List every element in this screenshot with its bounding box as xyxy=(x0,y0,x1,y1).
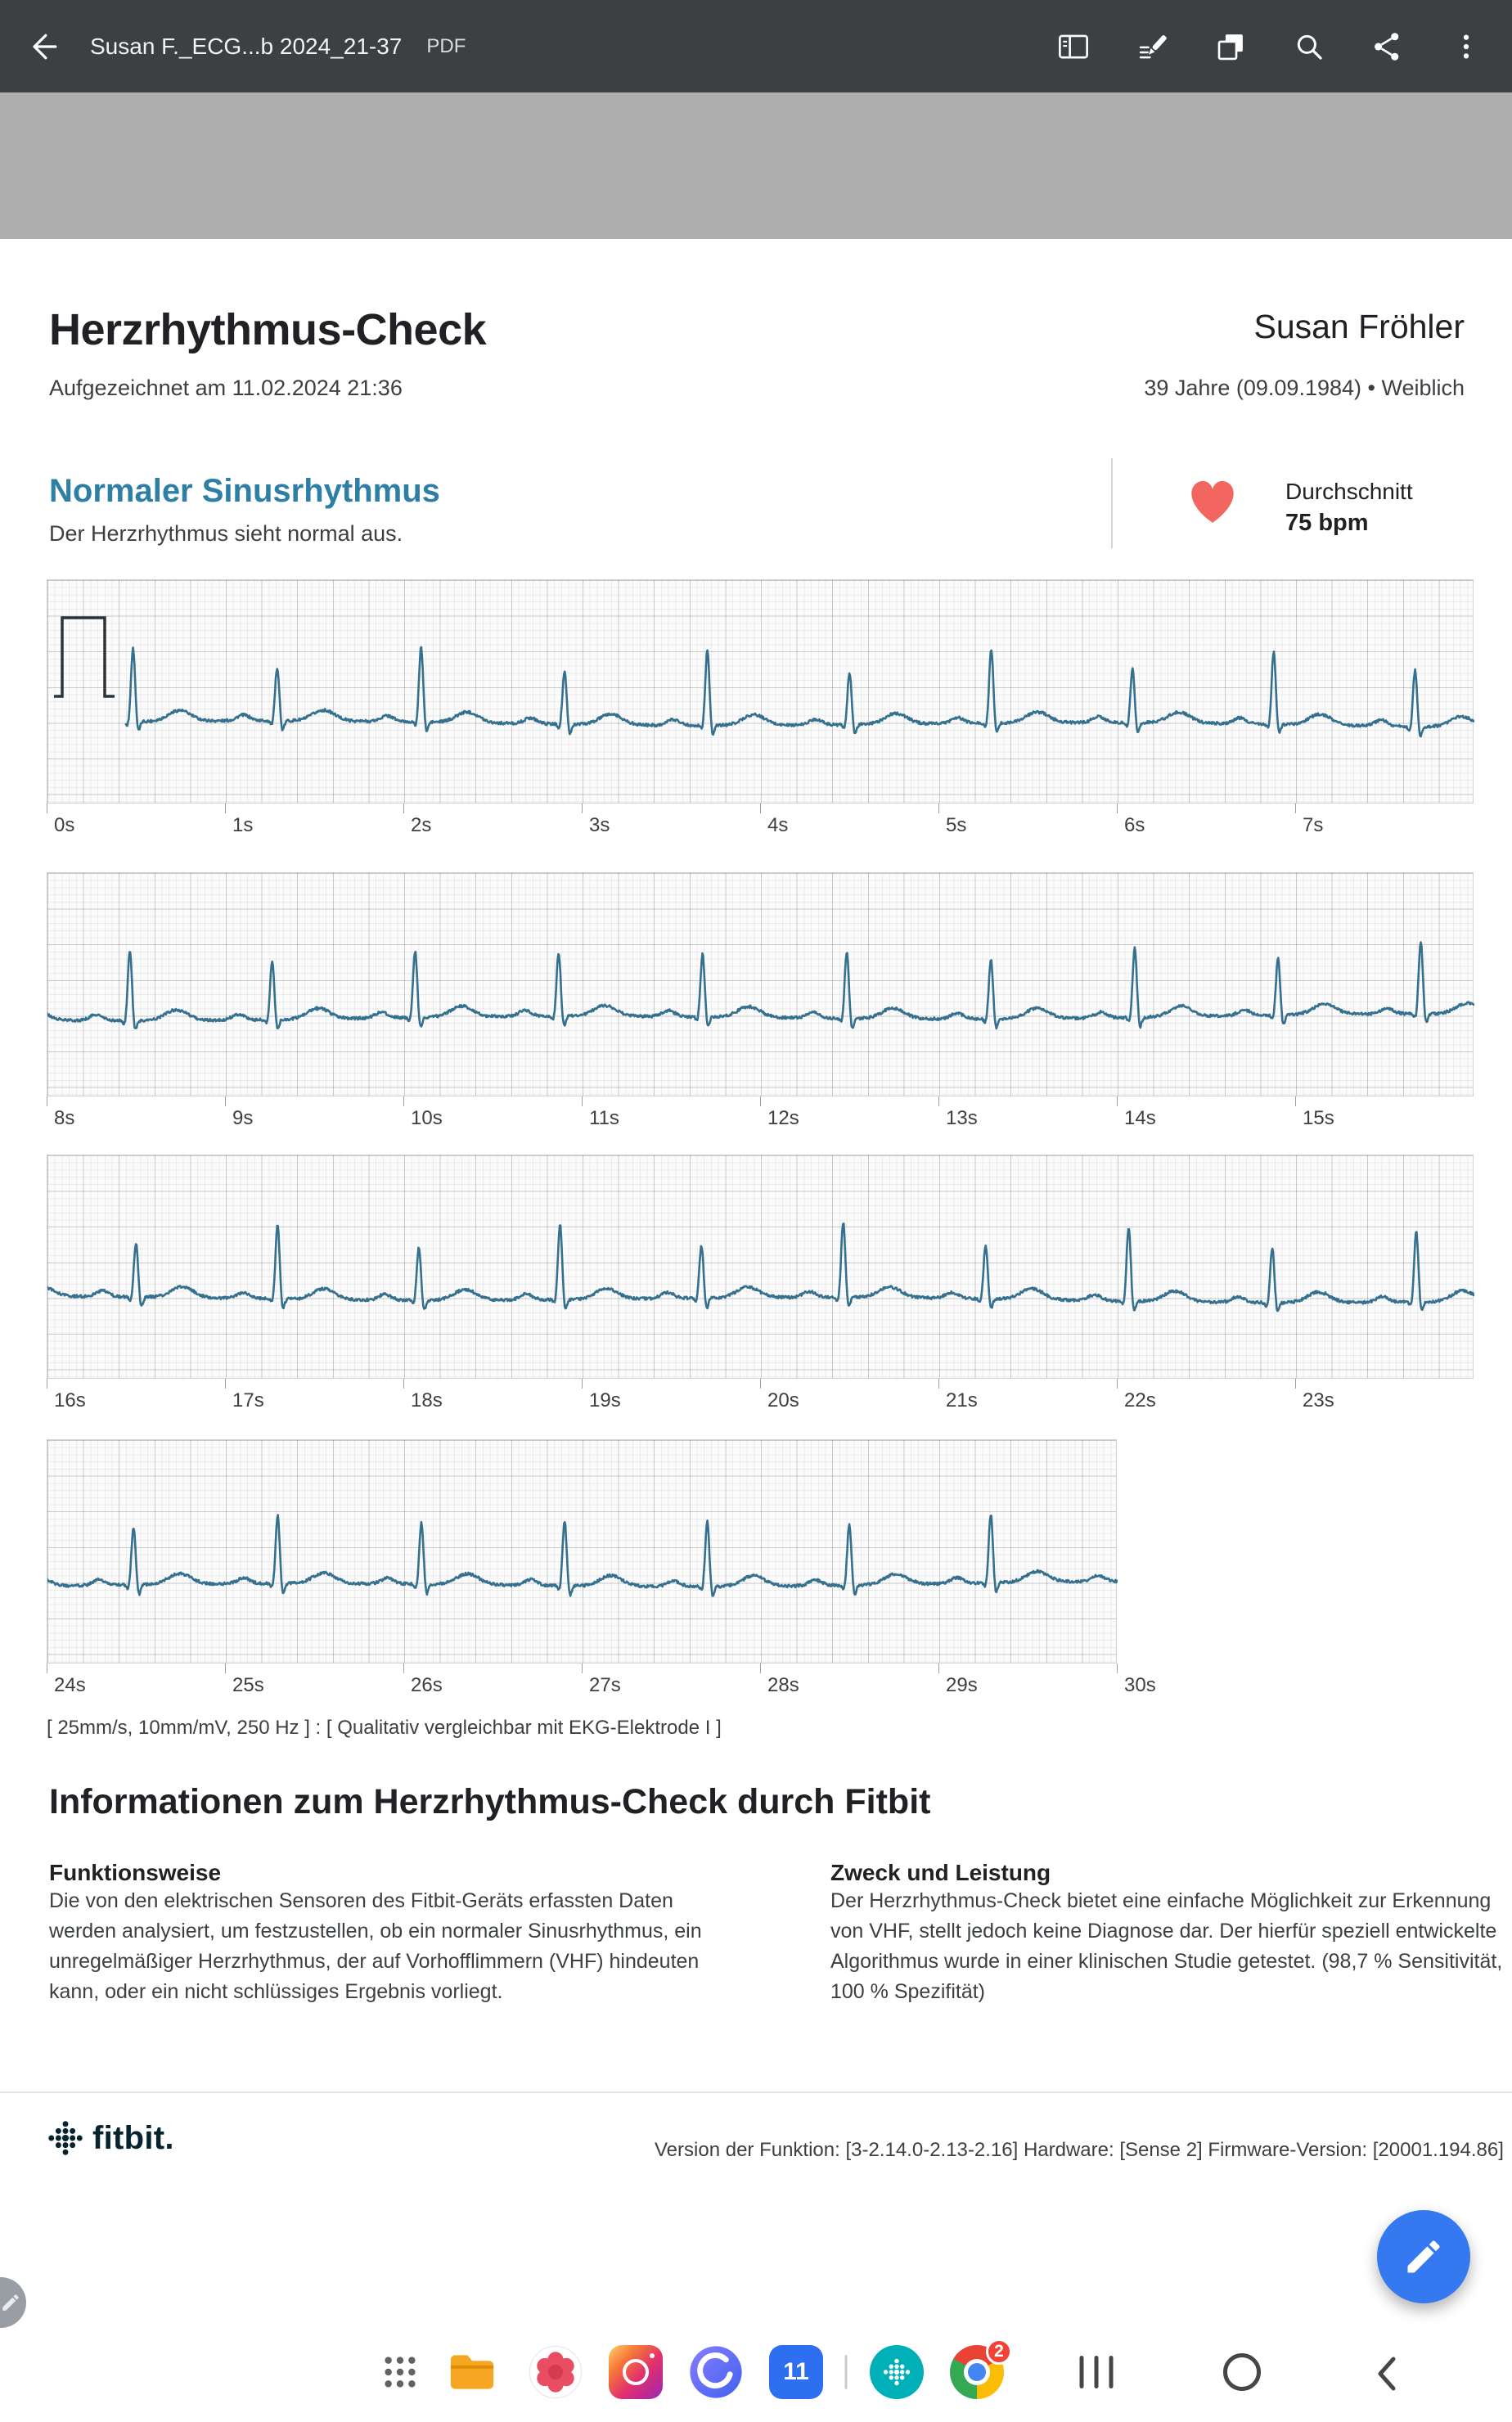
ecg-trace xyxy=(47,873,1474,1097)
camera-app-icon[interactable] xyxy=(609,2345,663,2399)
time-tick-label: 16s xyxy=(54,1389,86,1411)
fitbit-wordmark: fitbit. xyxy=(92,2119,174,2156)
time-tick xyxy=(1117,804,1145,836)
search-icon xyxy=(1292,29,1326,64)
time-tick xyxy=(1117,1379,1156,1411)
time-tick xyxy=(582,1663,621,1696)
ecg-trace xyxy=(47,1440,1118,1664)
time-tick-label: 17s xyxy=(232,1389,264,1411)
time-tick xyxy=(938,1096,978,1129)
time-tick xyxy=(760,804,789,836)
page-view-button[interactable] xyxy=(1211,27,1250,66)
time-tick-label: 24s xyxy=(54,1674,86,1696)
bottom-dock xyxy=(0,2322,1512,2422)
info-heading: Informationen zum Herzrhythmus-Check durch Fitbit xyxy=(49,1782,931,1821)
fitbit-dots-icon xyxy=(882,2357,911,2387)
fitbit-logo xyxy=(47,2119,174,2157)
result-heading: Normaler Sinusrhythmus xyxy=(49,473,440,509)
time-tick-label: 9s xyxy=(232,1107,254,1129)
app-drawer-button[interactable] xyxy=(381,2353,419,2391)
recents-button[interactable] xyxy=(1080,2356,1114,2388)
time-tick xyxy=(225,1379,264,1411)
time-tick xyxy=(760,1663,799,1696)
info-column-zweck xyxy=(830,1860,1512,2007)
time-tick-label: 5s xyxy=(946,814,967,836)
ecg-trace xyxy=(47,1155,1474,1380)
time-tick xyxy=(582,804,610,836)
info-column-title: Funktionsweise xyxy=(49,1860,222,1885)
recorded-at: Aufgezeichnet am 11.02.2024 21:36 xyxy=(49,376,403,400)
time-tick xyxy=(1117,1096,1156,1129)
time-tick-label: 27s xyxy=(589,1674,621,1696)
fitbit-icon xyxy=(870,2345,924,2399)
chrome-icon-center xyxy=(968,2363,986,2381)
version-line: Version der Funktion: [3-2.14.0-2.13-2.16] Hardware: [Sense 2] Firmware-Version: [20001.194.86] xyxy=(655,2139,1504,2161)
ecg-grid xyxy=(47,872,1474,1096)
time-tick xyxy=(403,1096,443,1129)
document-type-label: PDF xyxy=(426,34,466,57)
patient-name: Susan Fröhler xyxy=(1253,308,1465,345)
home-button[interactable] xyxy=(1223,2353,1261,2391)
time-tick xyxy=(1117,1663,1156,1696)
ecg-grid xyxy=(47,1155,1474,1379)
ecg-grid xyxy=(47,579,1474,804)
gallery-app-icon[interactable] xyxy=(529,2345,583,2399)
time-tick-label: 15s xyxy=(1303,1107,1334,1129)
time-tick xyxy=(582,1379,621,1411)
time-tick xyxy=(403,1379,443,1411)
time-tick xyxy=(938,804,967,836)
info-column-body: Die von den elektrischen Sensoren des Fitbit-Geräts erfassten Daten werden analysiert, um festzustellen, ob ein normaler Sinusrhythmus, ein unregelmäßiger Herzrhythmus, der auf Vorhofflimmern (VHF) hindeuten kann, oder ein nicht schlüssiges Ergebnis vorliegt. xyxy=(49,1889,702,2003)
time-tick-label: 1s xyxy=(232,814,254,836)
browser-swirl-icon xyxy=(689,2345,743,2399)
time-tick xyxy=(1295,1379,1334,1411)
ecg-trace xyxy=(47,580,1474,804)
back-chevron-icon xyxy=(1369,2352,1408,2392)
time-tick xyxy=(225,804,254,836)
document-title: Susan F._ECG...b 2024_21-37 xyxy=(90,33,403,59)
pdf-page xyxy=(0,239,1512,2322)
time-tick-label: 13s xyxy=(946,1107,978,1129)
average-value: 75 bpm xyxy=(1285,510,1369,536)
viewer-background xyxy=(0,92,1512,239)
time-tick-label: 30s xyxy=(1124,1674,1156,1696)
overflow-menu-button[interactable] xyxy=(1447,27,1486,66)
time-tick-label: 25s xyxy=(232,1674,264,1696)
time-tick-label: 6s xyxy=(1124,814,1145,836)
time-tick-label: 21s xyxy=(946,1389,978,1411)
notification-badge: 2 xyxy=(986,2339,1012,2365)
time-tick-label: 3s xyxy=(589,814,610,836)
home-icon xyxy=(1223,2353,1261,2391)
time-tick-label: 22s xyxy=(1124,1389,1156,1411)
fitbit-app-icon[interactable] xyxy=(870,2345,924,2399)
ecg-grid xyxy=(47,1439,1117,1663)
app-bar-actions xyxy=(1054,27,1512,66)
side-panel-button[interactable] xyxy=(1054,27,1093,66)
time-axis xyxy=(47,1096,1474,1134)
back-button[interactable] xyxy=(25,27,64,66)
ecg-strip xyxy=(47,872,1474,1134)
chrome-app-icon[interactable] xyxy=(950,2342,1004,2399)
time-tick xyxy=(938,1663,978,1696)
time-tick xyxy=(403,804,432,836)
ecg-strip xyxy=(47,1155,1474,1416)
time-axis xyxy=(47,804,1474,841)
patient-details: 39 Jahre (09.09.1984) • Weiblich xyxy=(1144,376,1465,400)
time-tick-label: 8s xyxy=(54,1107,75,1129)
time-tick xyxy=(1295,1096,1334,1129)
time-tick-label: 11s xyxy=(589,1107,619,1129)
time-tick xyxy=(225,1096,254,1129)
share-button[interactable] xyxy=(1368,27,1407,66)
time-tick-label: 4s xyxy=(767,814,789,836)
page-view-icon xyxy=(1213,29,1248,64)
time-tick xyxy=(1295,804,1324,836)
edit-fab[interactable] xyxy=(1377,2210,1470,2303)
time-tick xyxy=(760,1096,799,1129)
overflow-menu-icon xyxy=(1449,29,1483,64)
heart-icon xyxy=(1186,475,1240,526)
time-tick-label: 18s xyxy=(411,1389,443,1411)
info-column-body: Der Herzrhythmus-Check bietet eine einfache Möglichkeit zur Erkennung von VHF, stellt jedoch keine Diagnose dar. Der hierfür speziell entwickelte Algorithmus wurde in einer klinischen Studie getestet. (98,7 % Sensitivität, 100 % Spezifität) xyxy=(830,1889,1503,2003)
time-tick-label: 12s xyxy=(767,1107,799,1129)
time-tick-label: 23s xyxy=(1303,1389,1334,1411)
calendar-day-number: 11 xyxy=(783,2358,809,2385)
time-tick xyxy=(760,1379,799,1411)
fitbit-dots-icon xyxy=(47,2119,84,2157)
time-tick-label: 29s xyxy=(946,1674,978,1696)
ecg-strip xyxy=(47,1439,1156,1701)
app-drawer-icon xyxy=(381,2353,419,2391)
time-tick xyxy=(582,1096,619,1129)
time-axis xyxy=(47,1663,1156,1701)
result-description: Der Herzrhythmus sieht normal aus. xyxy=(49,521,403,546)
time-tick-label: 20s xyxy=(767,1389,799,1411)
footer-divider xyxy=(0,2091,1512,2093)
calendar-app-icon[interactable] xyxy=(769,2345,823,2399)
share-icon xyxy=(1370,29,1405,64)
time-tick-label: 10s xyxy=(411,1107,443,1129)
time-tick-label: 26s xyxy=(411,1674,443,1696)
browser-app-icon[interactable] xyxy=(689,2345,743,2399)
app-bar xyxy=(0,0,1512,92)
folder-icon xyxy=(445,2345,499,2399)
files-app-icon[interactable] xyxy=(445,2345,499,2399)
annotate-button[interactable] xyxy=(1132,27,1172,66)
pen-handle-icon xyxy=(0,2292,21,2313)
time-tick-label: 28s xyxy=(767,1674,799,1696)
time-tick-label: 19s xyxy=(589,1389,621,1411)
back-arrow-icon xyxy=(26,29,62,65)
average-label: Durchschnitt xyxy=(1285,479,1413,504)
flower-icon xyxy=(529,2345,583,2399)
time-tick-label: 2s xyxy=(411,814,432,836)
time-tick-label: 7s xyxy=(1303,814,1324,836)
dock-divider xyxy=(845,2355,848,2389)
report-title: Herzrhythmus-Check xyxy=(49,305,487,354)
time-tick xyxy=(403,1663,443,1696)
side-panel-icon xyxy=(1056,29,1091,64)
time-tick-label: 0s xyxy=(54,814,75,836)
info-column-functionsweise xyxy=(49,1860,704,2007)
back-nav-button[interactable] xyxy=(1369,2352,1408,2392)
camera-icon xyxy=(609,2345,663,2399)
time-tick-label: 14s xyxy=(1124,1107,1156,1129)
annotate-pen-icon xyxy=(1135,29,1169,64)
info-column-title: Zweck und Leistung xyxy=(830,1860,1051,1885)
search-button[interactable] xyxy=(1289,27,1329,66)
time-tick xyxy=(938,1379,978,1411)
ecg-strip xyxy=(47,579,1474,841)
recents-icon xyxy=(1080,2356,1114,2388)
calendar-icon xyxy=(769,2345,823,2399)
vertical-divider xyxy=(1111,458,1113,548)
pencil-icon xyxy=(1402,2235,1445,2278)
calibration-pulse xyxy=(54,618,115,696)
ecg-caption: [ 25mm/s, 10mm/mV, 250 Hz ] : [ Qualitativ vergleichbar mit EKG-Elektrode I ] xyxy=(47,1717,722,1739)
time-tick xyxy=(225,1663,264,1696)
time-axis xyxy=(47,1379,1474,1416)
chrome-icon xyxy=(950,2342,1004,2399)
